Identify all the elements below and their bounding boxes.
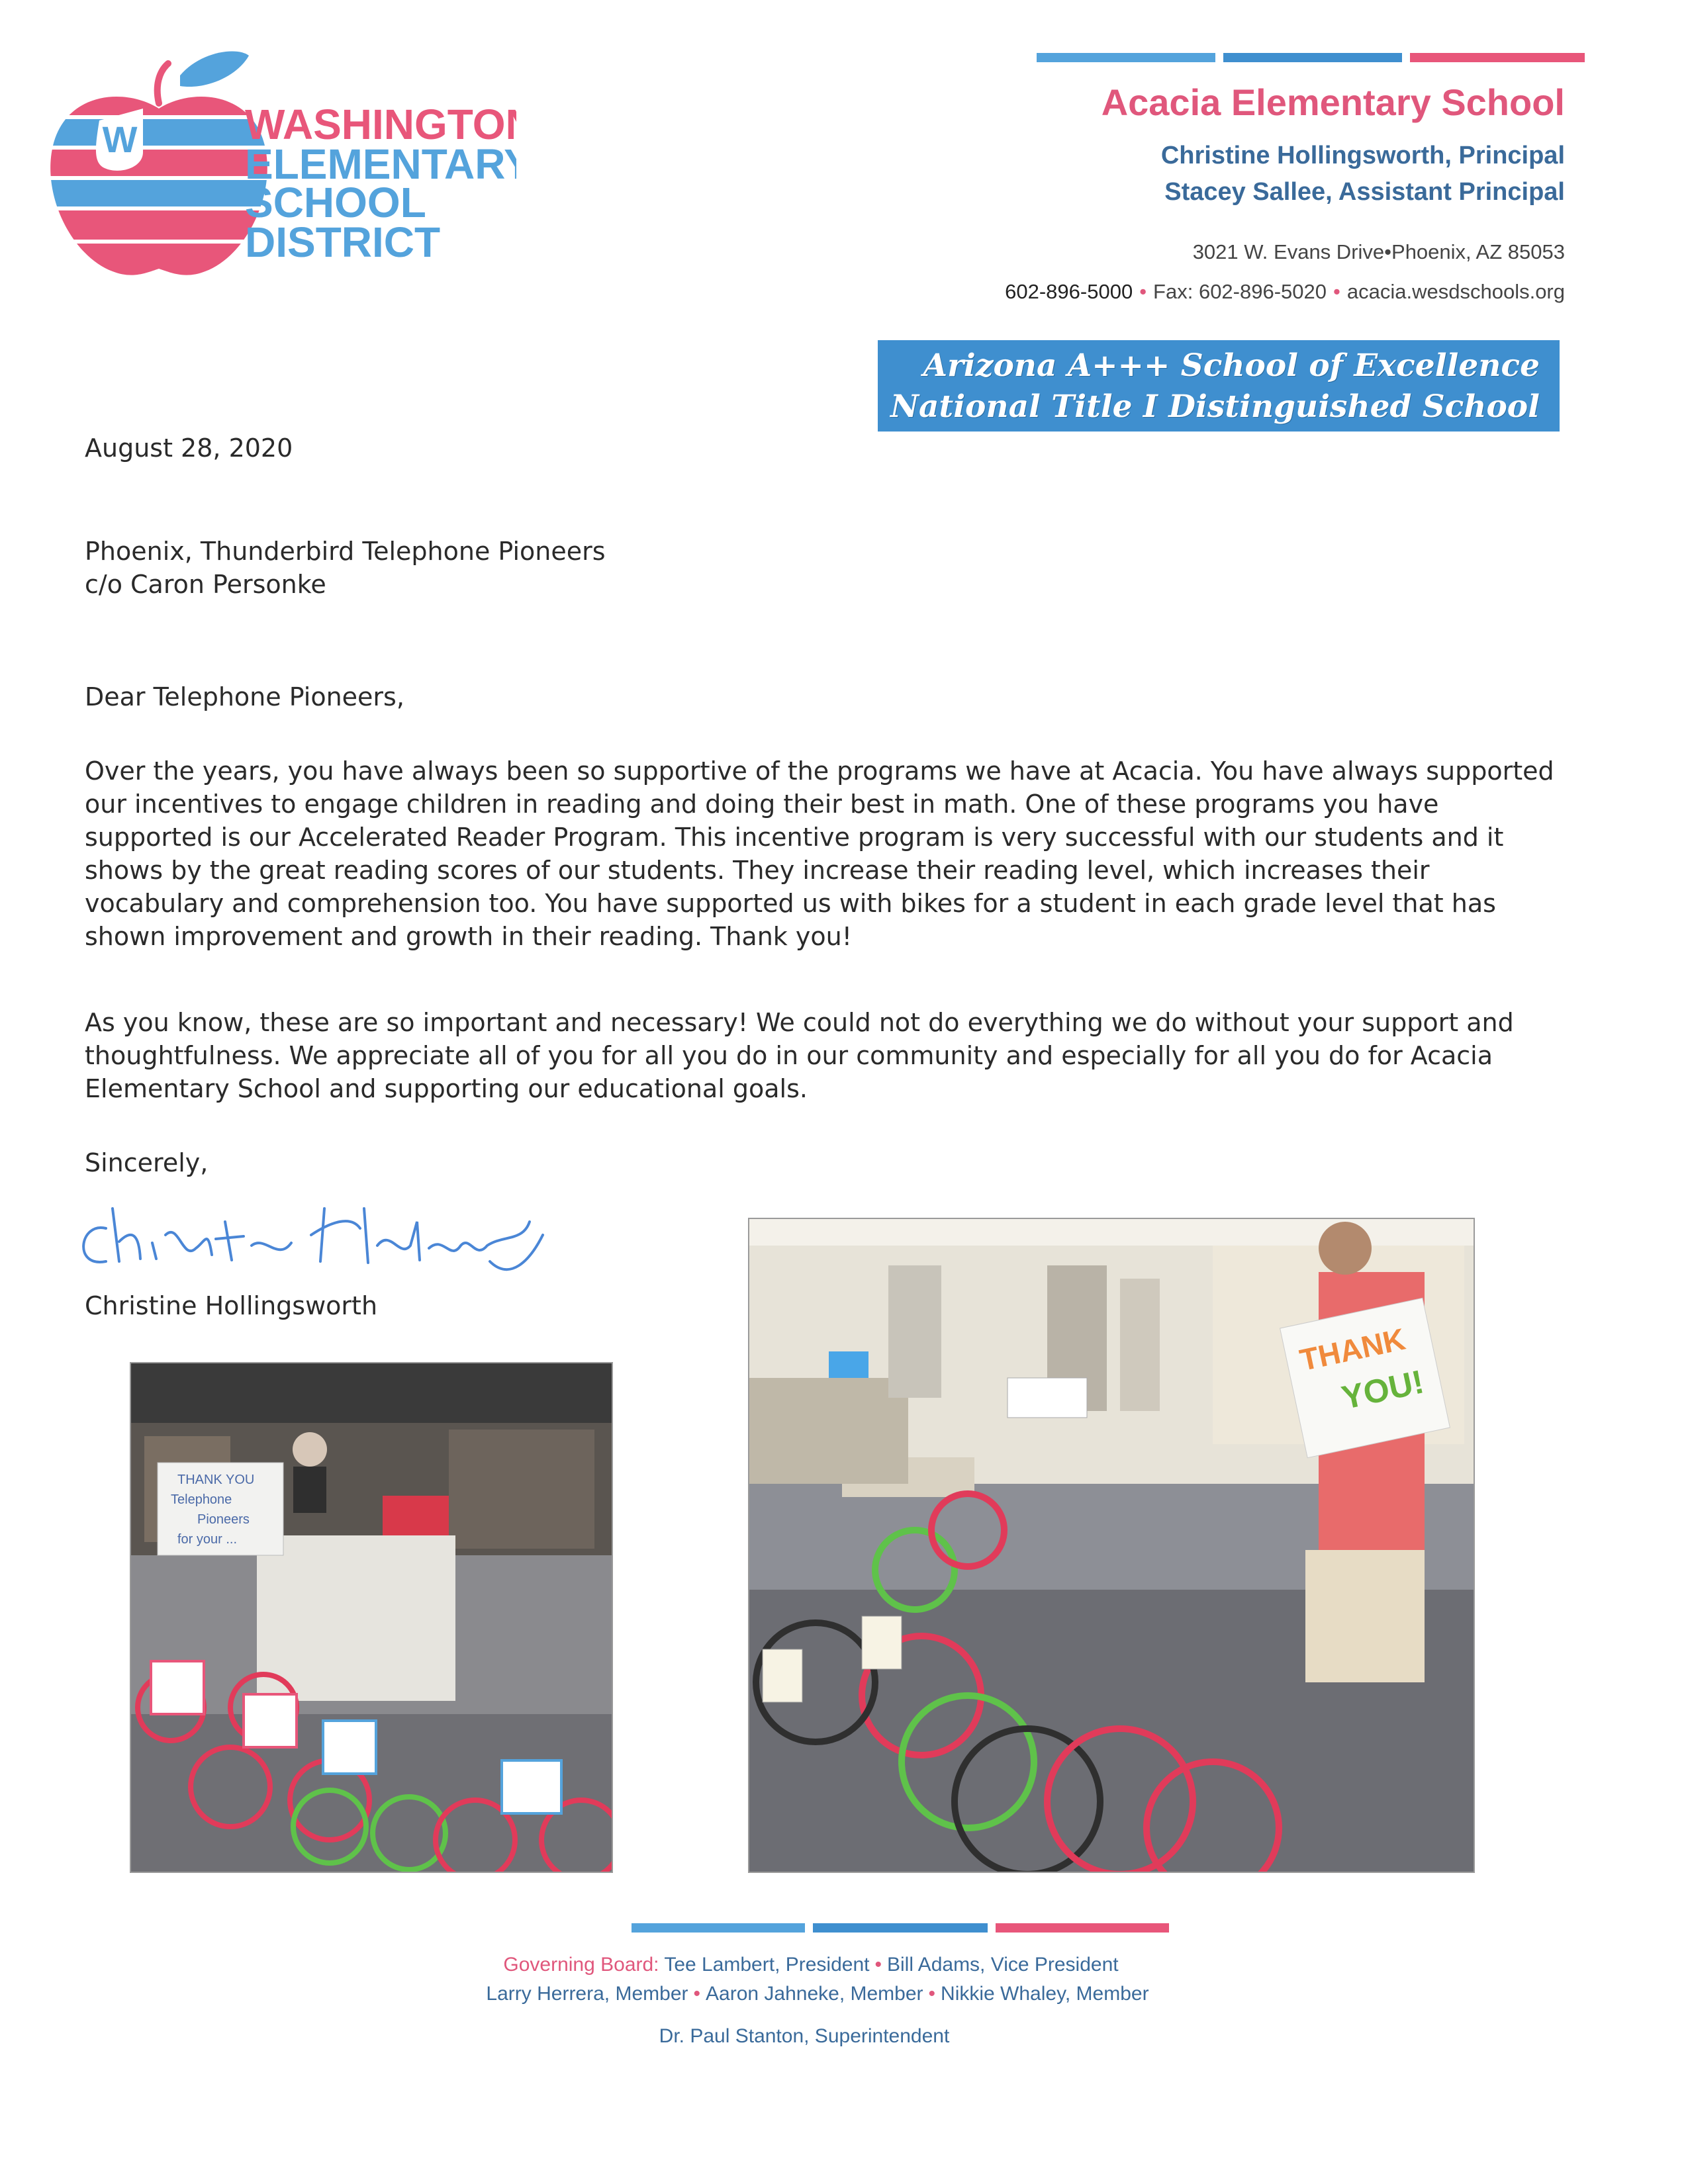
principal: Christine Hollingsworth, Principal [1160,141,1565,169]
signer-name: Christine Hollingsworth [85,1291,378,1320]
separator-dot: • [928,1983,936,2005]
color-bar-light-blue [1037,53,1215,62]
apple-logo-icon [26,46,516,285]
superintendent: Dr. Paul Stanton, Superintendent [659,2025,950,2047]
color-bar-pink [996,1923,1169,1933]
photo-sign-line-3: Pioneers [197,1512,250,1527]
school-name: Acacia Elementary School [1101,81,1565,123]
recipient-block [85,535,1554,601]
body-paragraph-2: As you know, these are so important and necessary! We could not do everything we do without your support and thoughtfulness. We appreciate all of you for all you do in our community and especially for all you do for Acacia Elementary School and supporting our educational goals. [85,1008,1514,1103]
separator-dot: • [693,1983,701,2005]
street-address: 3021 W. Evans Drive [1192,240,1385,263]
fax-number: Fax: 602-896-5020 [1153,279,1327,303]
photo-bikes-thank-you [748,1218,1475,1873]
district-logo [26,46,516,285]
board-member: Larry Herrera, Member [486,1983,688,2005]
governing-board-label: Governing Board: [503,1954,659,1976]
website-link[interactable]: acacia.wesdschools.org [1346,279,1565,303]
header-color-bars [1037,53,1585,62]
photo-sign-line-4: for your ... [177,1532,238,1547]
recipient-name: Phoenix, Thunderbird Telephone Pioneers [85,537,606,566]
school-address [837,241,1565,263]
salutation: Dear Telephone Pioneers, [85,682,404,711]
logo-line-2: ELEMENTARY [245,140,516,188]
board-member: Nikkie Whaley, Member [941,1983,1149,2005]
city-state-zip: Phoenix, AZ 85053 [1391,240,1565,263]
recipient-care-of: c/o Caron Personke [85,570,326,599]
excellence-banner [878,340,1560,432]
letter-date: August 28, 2020 [85,433,293,463]
photo-sign-line-2: Telephone [171,1492,232,1507]
logo-line-4: DISTRICT [245,218,441,266]
school-contact [837,281,1565,303]
phone-number: 602-896-5000 [1005,279,1133,303]
separator-dot: • [874,1954,882,1976]
governing-board-line-1 [0,1954,1655,1976]
color-bar-blue [1223,53,1402,62]
separator-dot: • [1139,279,1147,303]
logo-letter: W [102,118,138,160]
color-bar-pink [1410,53,1585,62]
photo-sign-thank: THANK [1296,1321,1409,1378]
board-member: Bill Adams, Vice President [887,1954,1119,1976]
board-member: Aaron Jahneke, Member [706,1983,923,2005]
closing: Sincerely, [85,1148,209,1177]
body-paragraph-1: Over the years, you have always been so supportive of the programs we have at Acacia. You have always supported our incentives to engage children in reading and doing their best in math. One of these programs you have supported is our Accelerated Reader Program. This incentive program is very successful with our students and it shows by the great reading scores of our students. They increase their reading level, which increases their vocabulary and comprehension too. You have supported us with bikes for a student in each grade level that has shown improvement and growth in their reading. Thank you! [85,756,1554,951]
assistant-principal: Stacey Sallee, Assistant Principal [1164,177,1565,206]
governing-board-line-2 [0,1983,1662,2005]
color-bar-light-blue [632,1923,805,1933]
handwritten-signature [66,1182,556,1295]
color-bar-blue [813,1923,988,1933]
separator-dot: • [1384,240,1392,263]
school-info [837,82,1565,303]
photo-sign-you: YOU! [1338,1363,1427,1417]
banner-line-1: Arizona A+++ School of Excellence [923,347,1540,384]
photo-bikes-library [130,1362,613,1873]
separator-dot: • [1333,279,1340,303]
footer-color-bars [632,1923,1169,1933]
board-member: Tee Lambert, President [664,1954,870,1976]
banner-line-2: National Title I Distinguished School [890,388,1540,425]
logo-line-3: SCHOOL [245,179,426,226]
photo-sign-line-1: THANK YOU [177,1473,255,1487]
logo-line-1: WASHINGTON [245,101,516,148]
